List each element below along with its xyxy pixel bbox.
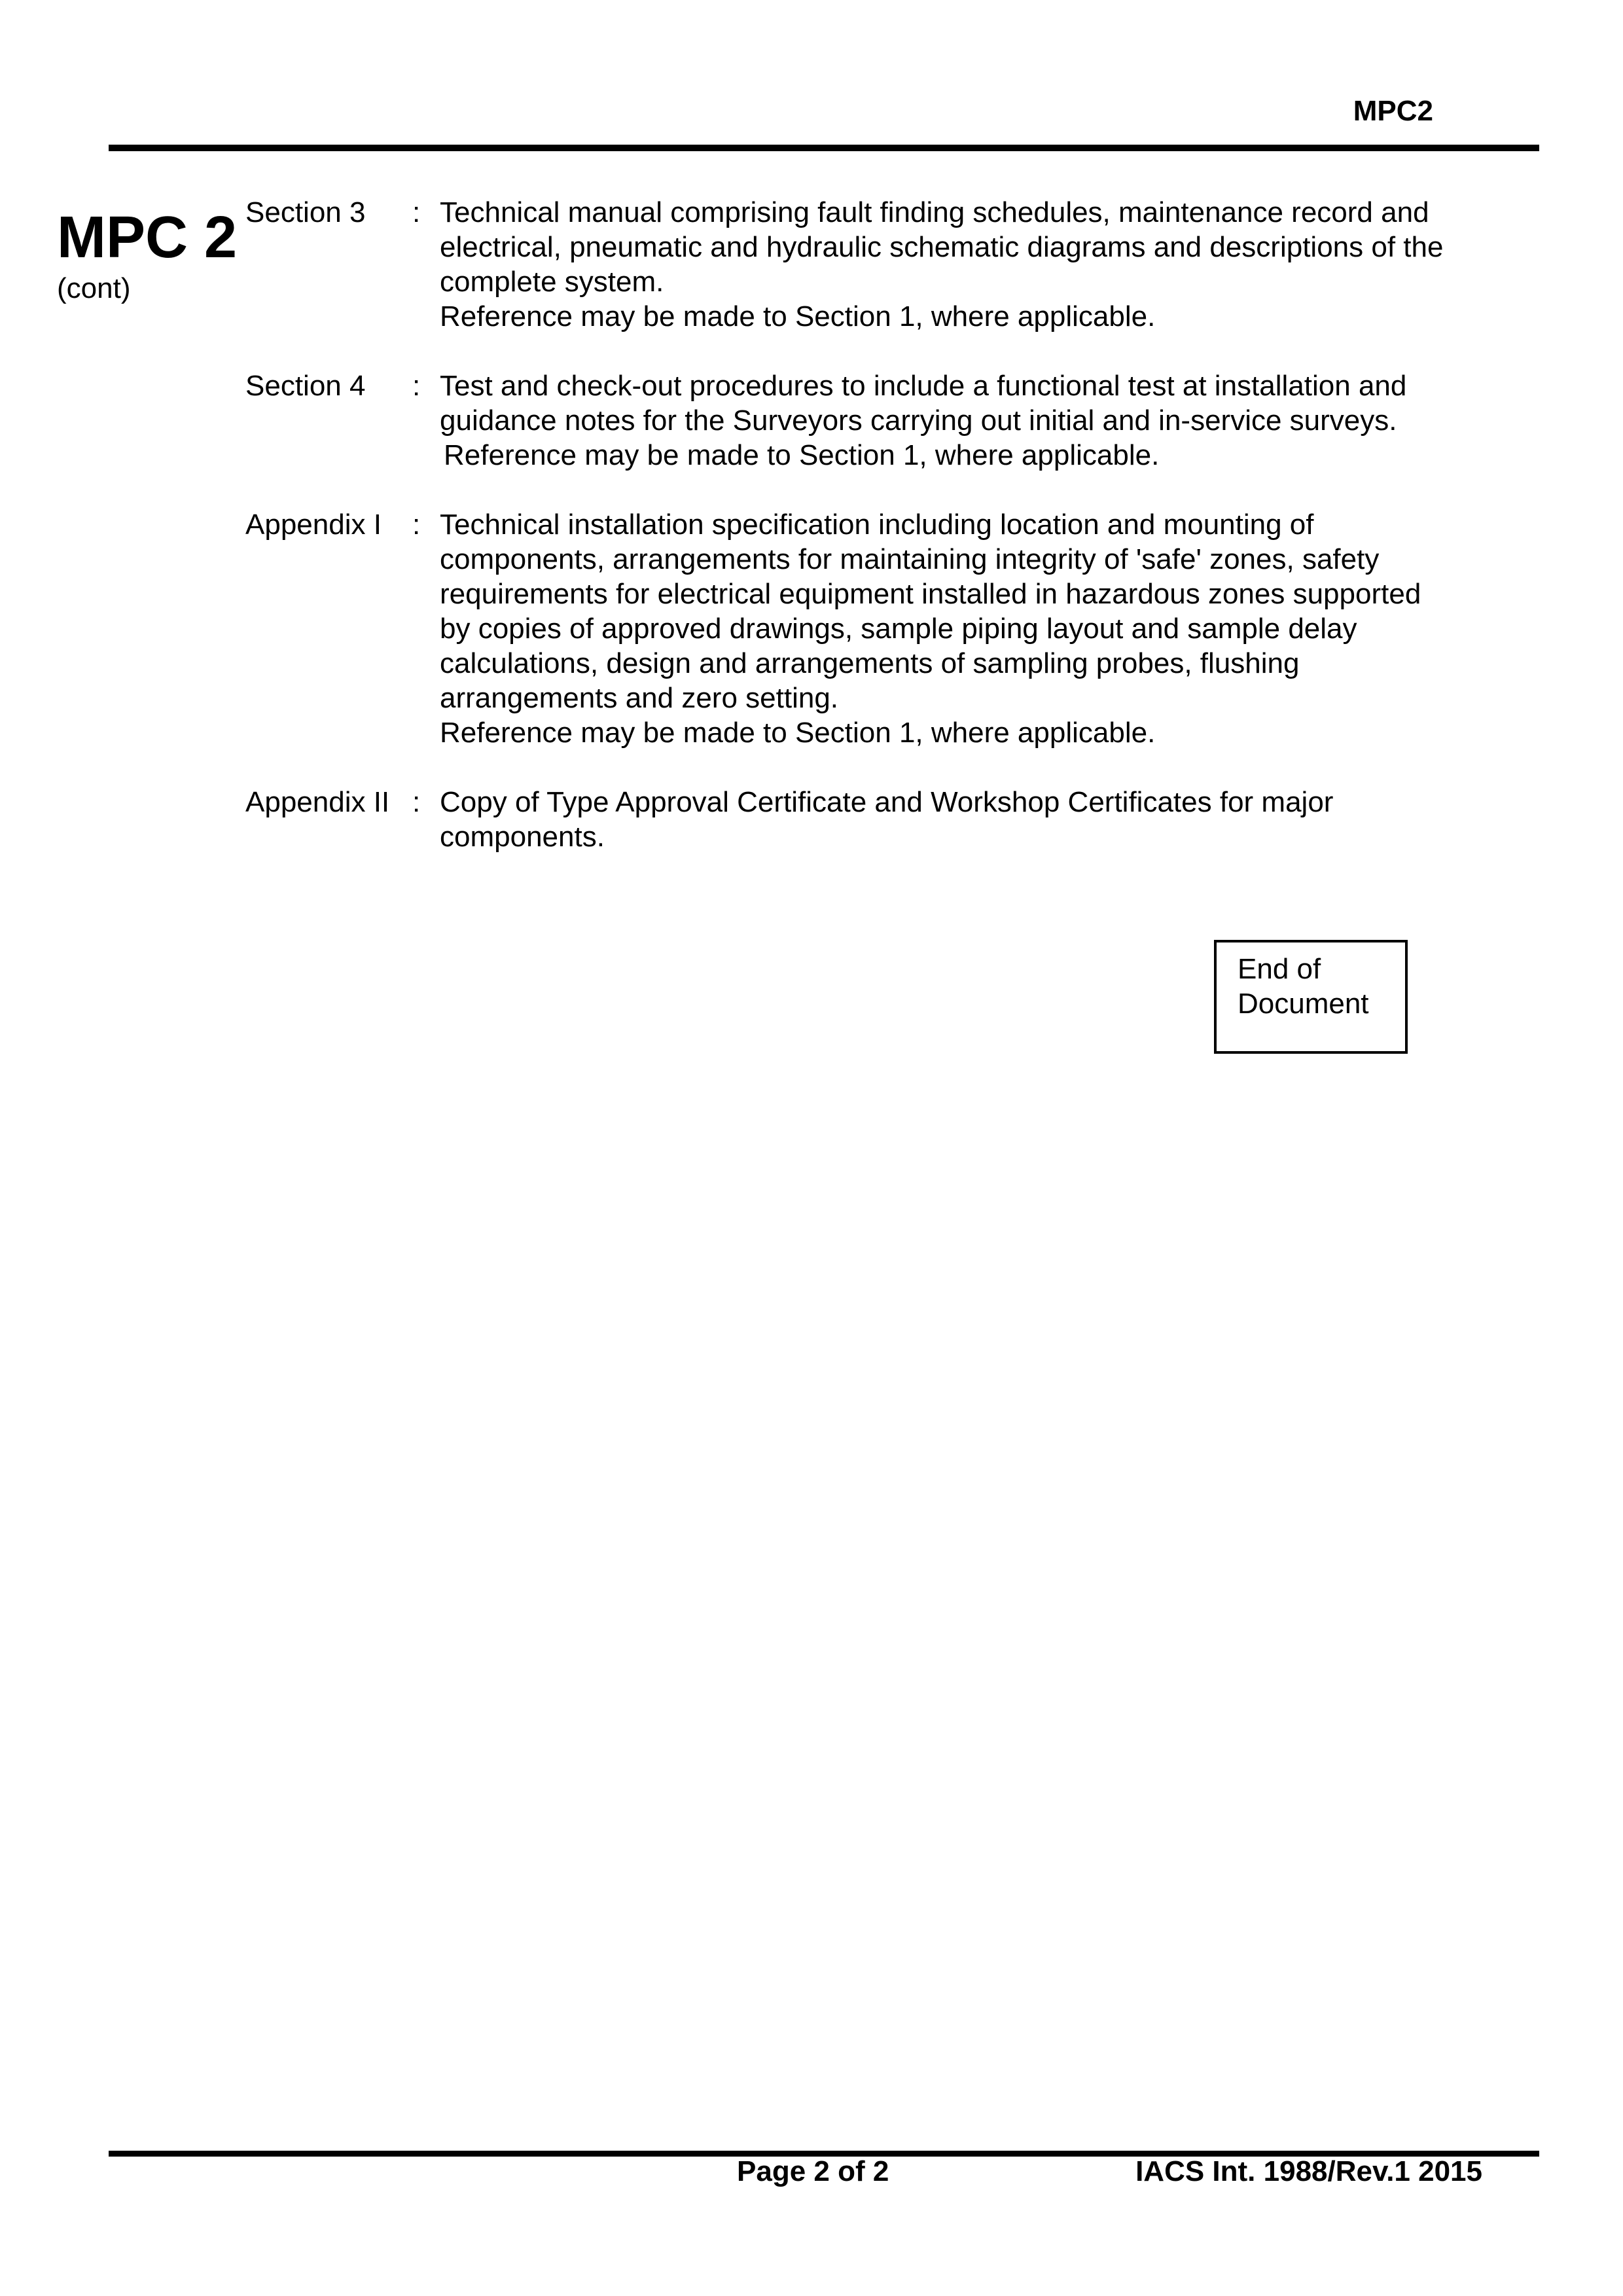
end-of-document-box xyxy=(1214,940,1408,1054)
entry-line: by copies of approved drawings, sample piping layout and sample delay xyxy=(440,613,1357,645)
entry-label: Appendix II xyxy=(245,786,390,818)
end-box-line-1: End of xyxy=(1238,953,1321,985)
entry-colon: : xyxy=(412,786,421,818)
entry-line: components. xyxy=(440,821,605,853)
entry-line: Copy of Type Approval Certificate and Workshop Certificates for major xyxy=(440,786,1334,818)
footer-page-number: Page 2 of 2 xyxy=(737,2155,889,2187)
entry-line: Reference may be made to Section 1, where applicable. xyxy=(440,300,1156,332)
entry-line: complete system. xyxy=(440,266,664,298)
entry-line: components, arrangements for maintaining integrity of 'safe' zones, safety xyxy=(440,543,1380,575)
entry-label: Section 4 xyxy=(245,370,366,402)
side-title: MPC 2 xyxy=(57,205,238,270)
side-subtitle: (cont) xyxy=(57,272,131,304)
header-code: MPC2 xyxy=(1353,95,1433,127)
entry-colon: : xyxy=(412,370,421,402)
entry-line: electrical, pneumatic and hydraulic schematic diagrams and descriptions of the xyxy=(440,231,1444,263)
entry-colon: : xyxy=(412,196,421,228)
entry-appendix-1 xyxy=(245,507,1541,750)
entry-appendix-2 xyxy=(245,785,1541,854)
entry-line: requirements for electrical equipment installed in hazardous zones supported xyxy=(440,578,1421,610)
entry-line: Technical manual comprising fault finding schedules, maintenance record and xyxy=(440,196,1429,228)
entry-colon: : xyxy=(412,509,421,541)
entry-text xyxy=(440,785,1623,854)
entries-list xyxy=(245,195,1541,889)
entry-line: arrangements and zero setting. xyxy=(440,682,839,714)
entry-line: calculations, design and arrangements of sampling probes, flushing xyxy=(440,647,1300,679)
entry-section-3 xyxy=(245,195,1541,334)
header-rule xyxy=(109,145,1539,151)
entry-text xyxy=(440,507,1623,750)
entry-line: Test and check-out procedures to include a functional test at installation and xyxy=(440,370,1407,402)
entry-label: Section 3 xyxy=(245,196,366,228)
entry-line: Reference may be made to Section 1, where applicable. xyxy=(440,717,1156,749)
entry-section-4 xyxy=(245,368,1541,473)
entry-line: Reference may be made to Section 1, where applicable. xyxy=(444,439,1160,471)
end-box-line-2: Document xyxy=(1238,988,1369,1020)
entry-line: guidance notes for the Surveyors carrying out initial and in-service surveys. xyxy=(440,404,1397,437)
entry-text xyxy=(440,368,1623,473)
footer-reference: IACS Int. 1988/Rev.1 2015 xyxy=(1135,2155,1482,2187)
entry-text xyxy=(440,195,1623,334)
entry-label: Appendix I xyxy=(245,509,382,541)
entry-line: Technical installation specification including location and mounting of xyxy=(440,509,1314,541)
